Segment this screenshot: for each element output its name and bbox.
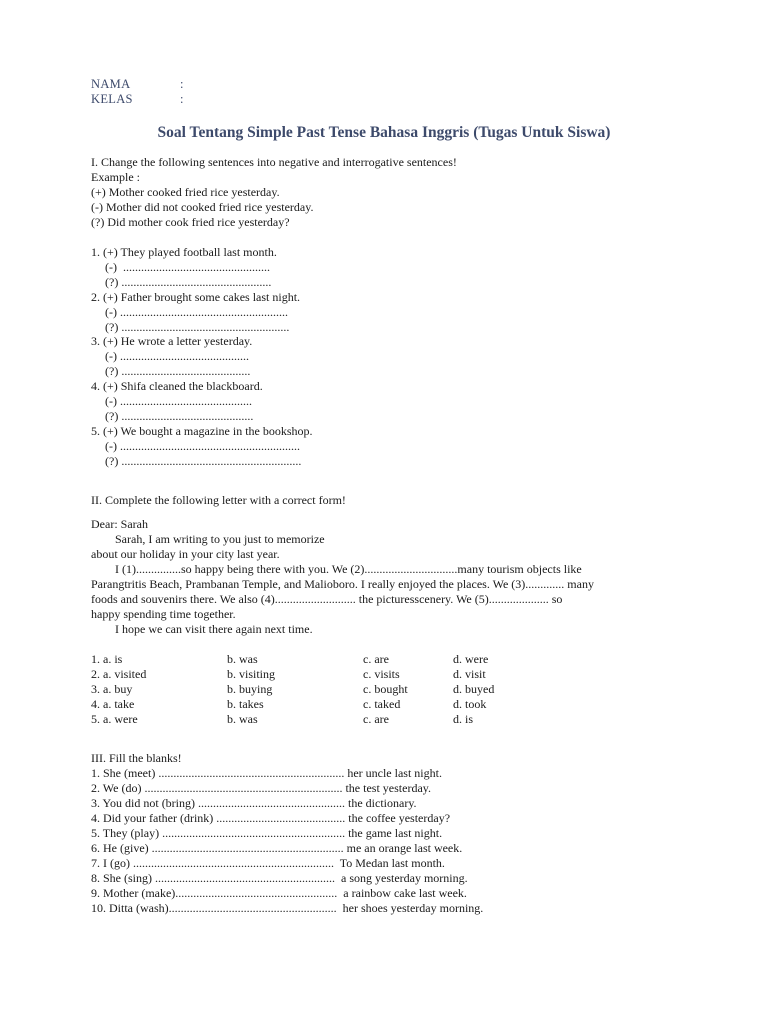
option-c: c. are [363, 712, 389, 726]
option-a: 2. a. visited [91, 667, 147, 681]
option-c: c. bought [363, 682, 408, 696]
s3-item: 1. She (meet) .............................................................. her uncle last night. [91, 766, 442, 780]
option-c: c. are [363, 652, 389, 666]
option-b: b. takes [227, 697, 264, 711]
letter-line: I (1)...............so happy being there with you. We (2)...............................many tourism objects like [91, 562, 582, 576]
s3-item: 7. I (go) ................................................................... To Medan last month. [91, 856, 445, 870]
option-a: 3. a. buy [91, 682, 133, 696]
option-a: 5. a. were [91, 712, 138, 726]
letter-line: Dear: Sarah [91, 517, 148, 531]
option-d: d. visit [453, 667, 486, 681]
option-d: d. were [453, 652, 489, 666]
section2-instruction: II. Complete the following letter with a correct form! [91, 493, 346, 507]
option-b: b. was [227, 652, 258, 666]
s1-item-4-interrogative-blank: (?) ............................................ [105, 409, 254, 423]
nama-label: NAMA [91, 77, 131, 91]
s3-item: 8. She (sing) ............................................................ a song yesterday morning. [91, 871, 468, 885]
s3-item: 10. Ditta (wash)........................................................ her shoes yesterday morning. [91, 901, 484, 915]
s1-item-1-negative-blank: (-) ................................................. [105, 260, 270, 274]
option-a: 4. a. take [91, 697, 135, 711]
s3-item: 2. We (do) .................................................................. the test yesterday. [91, 781, 431, 795]
s1-item-2-negative-blank: (-) ........................................................ [105, 305, 288, 319]
kelas-label: KELAS [91, 92, 133, 106]
s1-item-3-negative-blank: (-) ........................................... [105, 349, 249, 363]
option-c: c. taked [363, 697, 401, 711]
option-d: d. is [453, 712, 474, 726]
section3-instruction: III. Fill the blanks! [91, 751, 182, 765]
s1-item-3-interrogative-blank: (?) ........................................... [105, 364, 251, 378]
letter-line: foods and souvenirs there. We also (4)........................... the picturesscenery. We (5).................... so [91, 592, 563, 606]
option-b: b. visiting [227, 667, 276, 681]
s1-item-3: 3. (+) He wrote a letter yesterday. [91, 334, 253, 348]
letter-line: I hope we can visit there again next time. [91, 622, 313, 636]
option-d: d. took [453, 697, 487, 711]
letter-line: about our holiday in your city last year. [91, 547, 280, 561]
letter-line: Sarah, I am writing to you just to memorize [91, 532, 325, 546]
letter-line: Parangtritis Beach, Prambanan Temple, and Malioboro. I really enjoyed the places. We (3)............. many [91, 577, 594, 591]
s3-item: 6. He (give) ................................................................ me an orange last week. [91, 841, 463, 855]
s1-item-5-negative-blank: (-) ............................................................ [105, 439, 300, 453]
s3-item: 5. They (play) ............................................................. the game last night. [91, 826, 443, 840]
option-d: d. buyed [453, 682, 495, 696]
example-negative: (-) Mother did not cooked fried rice yesterday. [91, 200, 314, 214]
s3-item: 3. You did not (bring) ................................................. the dictionary. [91, 796, 417, 810]
option-b: b. buying [227, 682, 273, 696]
letter-line: happy spending time together. [91, 607, 236, 621]
kelas-colon: : [180, 92, 184, 106]
s1-item-1: 1. (+) They played football last month. [91, 245, 277, 259]
s3-item: 9. Mother (make)...................................................... a rainbow cake last week. [91, 886, 467, 900]
s1-item-4-negative-blank: (-) ............................................ [105, 394, 252, 408]
example-positive: (+) Mother cooked fried rice yesterday. [91, 185, 280, 199]
s1-item-2: 2. (+) Father brought some cakes last night. [91, 290, 301, 304]
s1-item-4: 4. (+) Shifa cleaned the blackboard. [91, 379, 263, 393]
option-b: b. was [227, 712, 258, 726]
s1-item-5: 5. (+) We bought a magazine in the bookshop. [91, 424, 313, 438]
example-interrogative: (?) Did mother cook fried rice yesterday? [91, 215, 290, 229]
section1-instruction: I. Change the following sentences into negative and interrogative sentences! [91, 155, 457, 169]
example-label: Example : [91, 170, 140, 184]
nama-colon: : [180, 77, 184, 91]
s1-item-1-interrogative-blank: (?) .................................................. [105, 275, 272, 289]
s3-item: 4. Did your father (drink) ........................................... the coffee yesterday? [91, 811, 451, 825]
option-a: 1. a. is [91, 652, 123, 666]
s1-item-2-interrogative-blank: (?) ........................................................ [105, 320, 290, 334]
page-title: Soal Tentang Simple Past Tense Bahasa Inggris (Tugas Untuk Siswa) [157, 124, 611, 141]
s1-item-5-interrogative-blank: (?) ............................................................ [105, 454, 302, 468]
option-c: c. visits [363, 667, 400, 681]
